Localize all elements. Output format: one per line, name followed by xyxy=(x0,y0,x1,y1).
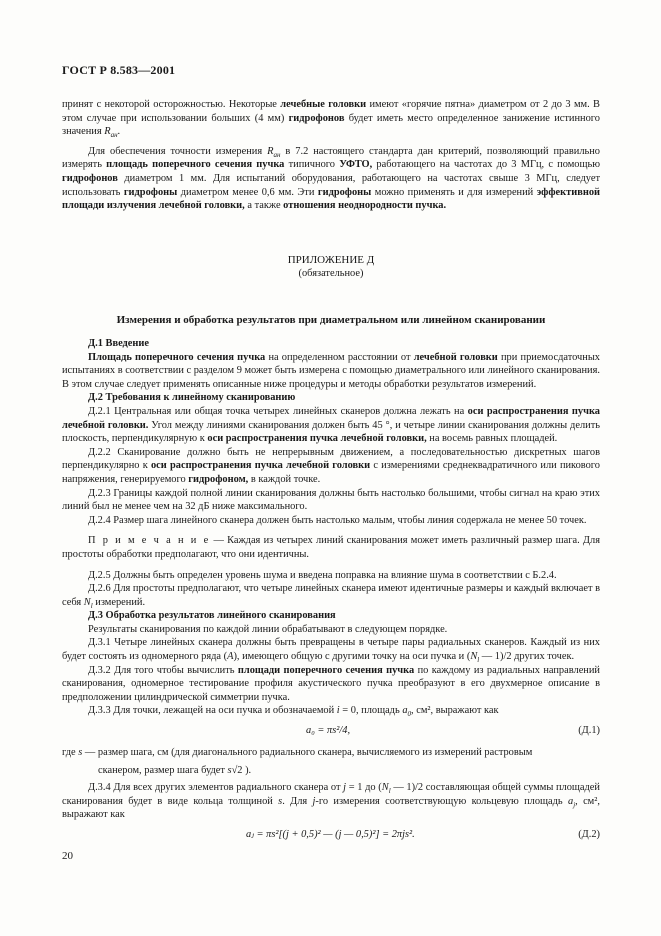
section-title-d3: Д.3 Обработка результатов линейного сканирования xyxy=(88,610,336,622)
text: сканером, размер шага будет xyxy=(98,764,228,776)
symbol: N xyxy=(83,596,91,608)
text: диаметром менее 0,6 мм. Эти xyxy=(177,186,318,198)
term: оси распространения пучка лечебной головки, xyxy=(207,433,427,445)
symbol: A xyxy=(227,651,234,663)
text: измерений. xyxy=(92,596,146,608)
formula-expression: aⱼ = πs²[(j + 0,5)² — (j — 0,5)²] = 2πjs². xyxy=(246,829,415,840)
formula-number: (Д.2) xyxy=(578,829,600,840)
appendix-heading: Измерения и обработка результатов при диаметральном или линейном сканировании xyxy=(116,314,546,326)
appendix-title: ПРИЛОЖЕНИЕ Д xyxy=(287,254,375,266)
term: оси распространения пучка лечебной головки. xyxy=(62,405,600,431)
text: принят с некоторой осторожностью. Некоторые xyxy=(62,99,281,110)
text: на восемь равных площадей. xyxy=(426,433,558,445)
d3-paragraph-1 xyxy=(62,636,600,663)
text: по каждому из радиальных направлений сканирования, одномерное тестирование профиля акустического пучка преобразуют в его двухмерное описание в предположении цилиндрической симметрии пучка. xyxy=(62,664,600,703)
text: где xyxy=(62,747,79,759)
d3-paragraph-2 xyxy=(62,664,600,705)
text: — размер шага, см (для диагонального радиального сканера, вычисляемого из измерений растровым xyxy=(82,747,533,759)
intro-section xyxy=(62,98,600,213)
formula-d2 xyxy=(62,828,600,844)
text: в каждой точке. xyxy=(248,473,321,485)
symbol: s xyxy=(227,764,232,776)
text: = 0, площадь xyxy=(339,705,403,717)
term: отношения неоднородности пучка. xyxy=(283,200,447,212)
symbol: N xyxy=(381,782,389,794)
appendix-subtitle: (обязательное) xyxy=(298,268,364,279)
term: лечебной головки xyxy=(413,351,498,363)
section-title-d1: Д.1 Введение xyxy=(88,338,150,349)
text: = 1 до ( xyxy=(346,782,382,794)
d2-paragraph-4: Д.2.4 Размер шага линейного сканера должен быть настолько малым, чтобы линия содержала не менее 50 точек. xyxy=(88,514,587,526)
text: . Для xyxy=(282,795,313,807)
d3-paragraph-0: Результаты сканирования по каждой линии обрабатывают в следующем порядке. xyxy=(88,623,448,635)
formula-expression: a₀ = πs²/4, xyxy=(306,725,351,737)
section-title-d2: Д.2 Требования к линейному сканированию xyxy=(88,392,296,404)
d3-paragraph-4 xyxy=(62,746,600,760)
appendix-body xyxy=(62,337,600,844)
text: ), имеющего общую с другими точку на оси пучка и ( xyxy=(233,651,471,663)
term: гидрофоны xyxy=(317,186,372,198)
subscript: j xyxy=(573,800,576,809)
text: Д.2.1 Центральная или общая точка четырех линейных сканеров должна лежать на xyxy=(88,405,468,417)
text: Для обеспечения точности измерения xyxy=(88,145,268,157)
term: гидрофонов xyxy=(62,172,118,184)
text: диаметром 1 мм. Для испытаний оборудования, работающего на частотах свыше 3 МГц, следует использовать xyxy=(62,172,600,198)
text: , см², выражают как xyxy=(411,705,499,717)
note-text: — Каждая из четырех линий сканирования может иметь различный размер шага. Для простоты обработки предполагают, что они идентичны. xyxy=(62,535,600,560)
text: Д.3.1 Четыре линейных сканера должны быть превращены в четыре пары радиальных сканеров. Каждый из них будет состоять из одномерного ряда ( xyxy=(62,637,600,663)
symbol: R xyxy=(267,145,274,157)
text: Д.3.3 Для точки, лежащей на оси пучка и обозначаемой xyxy=(88,705,337,717)
text: Д.3.4 Для всех других элементов радиального сканера от xyxy=(88,782,344,794)
formula-d1 xyxy=(62,724,600,740)
intro-paragraph-1 xyxy=(62,98,600,139)
symbol: N xyxy=(470,651,478,663)
text: в 7.2 настоящего стандарта дан критерий, позволяющий правильно измерять xyxy=(62,145,600,171)
text: Д.2.2 Сканирование должно быть не непрерывным движением, а последовательностью дискретных шагов перпендикулярно к xyxy=(62,446,600,472)
text: Д.3.2 Для того чтобы вычислить xyxy=(88,664,238,676)
formula-number: (Д.1) xyxy=(578,725,600,737)
term: оси распространения пучка лечебной головки xyxy=(150,460,371,472)
text: а также xyxy=(244,200,284,212)
text: . xyxy=(117,126,121,138)
term: Площадь поперечного сечения пучка xyxy=(88,351,266,363)
symbol: s xyxy=(78,747,83,759)
term: гидрофоном, xyxy=(188,473,249,485)
text: -го измерения соответствующую кольцевую площадь xyxy=(315,795,568,807)
d2-paragraph-5: Д.2.5 Должны быть определен уровень шума и введена поправка на влияние шума в соответствии с Б.2.4. xyxy=(88,569,557,581)
symbol: R xyxy=(104,126,111,138)
symbol: a xyxy=(402,705,408,717)
symbol: s xyxy=(278,795,283,807)
note-label: П р и м е ч а н и е xyxy=(88,535,211,547)
term: УФТО, xyxy=(339,159,373,171)
d3-paragraph-5 xyxy=(62,781,600,822)
term: площади поперечного сечения пучка xyxy=(237,664,415,676)
text: на определенном расстоянии от xyxy=(265,351,414,363)
d2-paragraph-3: Д.2.3 Границы каждой полной линии сканирования должны быть настолько большими, чтобы сигнал на краю этих линий был не менее чем на 32 дБ ниже максимального. xyxy=(62,487,600,513)
d2-paragraph-1 xyxy=(62,405,600,446)
term: гидрофоны xyxy=(123,186,178,198)
subscript: l xyxy=(388,787,391,796)
subscript: 0 xyxy=(407,710,412,719)
subscript: ан xyxy=(273,150,281,159)
text: √2 ). xyxy=(231,764,252,776)
text: типичного xyxy=(284,159,340,171)
term: эффективной площади излучения лечебной головки, xyxy=(62,186,600,212)
text: Угол между линиями сканирования должен быть 45 °, и четыре линии сканирования должны делить плоскость, перпендикулярную к xyxy=(62,419,600,445)
subscript: ан xyxy=(110,131,118,140)
d3-paragraph-4-cont xyxy=(62,764,600,778)
d1-paragraph xyxy=(62,351,600,392)
d2-paragraph-2 xyxy=(62,446,600,487)
symbol: i xyxy=(336,705,340,717)
text: Д.2.6 Для простоты предполагают, что четыре линейных сканера имеют идентичные размеры и каждый включает в себя xyxy=(62,583,601,608)
text: работающего на частотах до 3 МГц, с помощью xyxy=(372,159,600,171)
symbol: j xyxy=(343,782,347,794)
term: лечебные головки xyxy=(280,99,367,110)
page-number: 20 xyxy=(62,850,73,862)
text: будет иметь место определенное занижение истинного значения xyxy=(62,112,600,138)
d2-paragraph-6 xyxy=(62,582,600,609)
text: — 1)/2 других точек. xyxy=(479,651,575,663)
d3-paragraph-3 xyxy=(62,704,600,718)
text: , см², выражают как xyxy=(62,795,600,821)
document-header: ГОСТ Р 8.583—2001 xyxy=(62,63,176,77)
text: можно применять и для измерений xyxy=(371,186,537,198)
subscript: l xyxy=(90,601,93,610)
d2-note xyxy=(62,534,600,561)
text: при приемосдаточных испытаниях в соответствии с разделом 9 может быть измерена с помощью диаметрального или линейного сканирования. В этом случае следует применять описанные ниже процедуры и методы обработки результатов измерений. xyxy=(62,351,600,390)
symbol: a xyxy=(568,795,574,807)
subscript: l xyxy=(477,656,480,665)
text: имеют «горячие пятна» диаметром от 2 до 3 мм. В этом случае при использовании больших (4 мм) xyxy=(62,99,600,124)
text: с измерениями среднеквадратичного или пикового напряжения, генерируемого xyxy=(62,460,601,485)
text: — 1)/2 составляющая общей суммы площадей сканирования будет в виде кольца толщиной xyxy=(62,782,600,807)
term: площадь поперечного сечения пучка xyxy=(106,159,285,171)
symbol: j xyxy=(312,795,316,807)
intro-paragraph-2 xyxy=(62,145,600,213)
term: гидрофонов xyxy=(288,112,345,124)
